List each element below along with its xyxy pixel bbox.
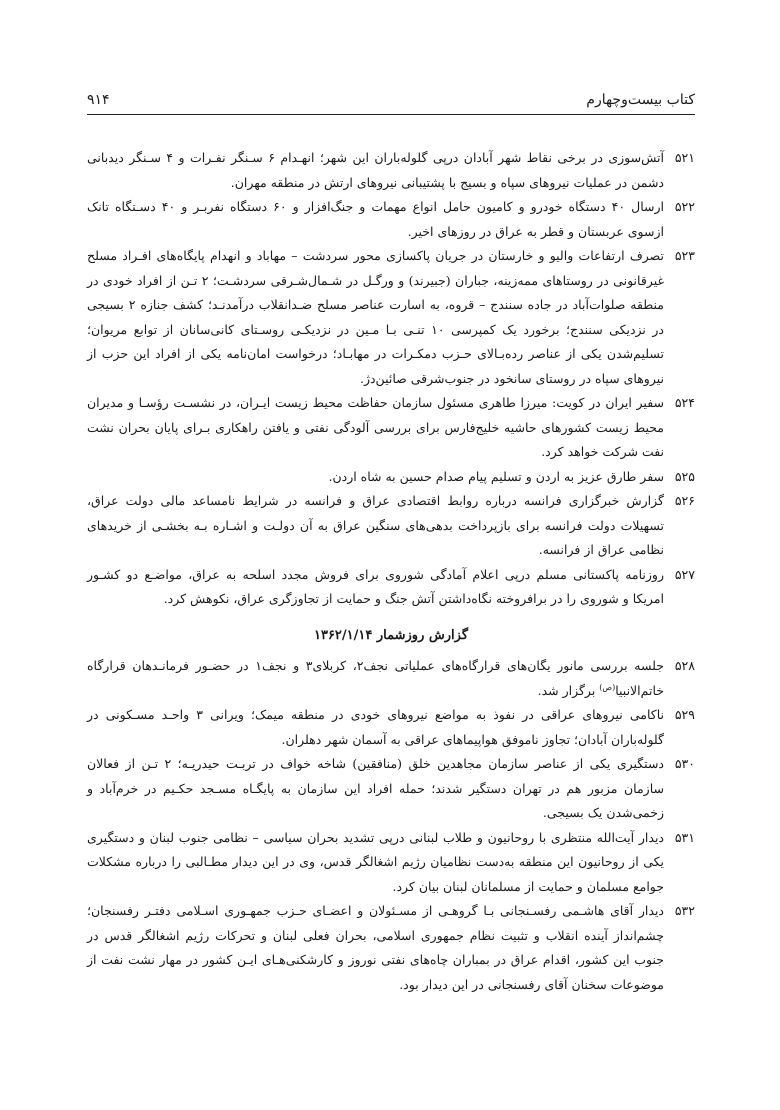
entry-number: ۵۲۱ [674, 150, 695, 165]
list-item [87, 244, 695, 391]
entry-number: ۵۲۸ [674, 658, 695, 673]
entry-number: ۵۲۵ [674, 468, 695, 484]
entry-text: گزارش خبرگزاری فرانسه درباره روابط اقتصادی عراق و فرانسه در شرایط نامساعد مالی دولت عراق، تسهیلات دولت فرانسه برای بازپرداخت بدهی‌های سنگین عراق به آن دولـت و اشـاره بـه بخشـی از خریدهای نظامی عراق از فرانسه. [87, 493, 664, 557]
entry-text: آتش‌سوزی در برخی نقاط شهر آبادان درپی گلوله‌باران این شهر؛ انهـدام ۶ سـنگر نفـرات و ۴ سـنگر دیدبانی دشمن در عملیات نیروهای سپاه و بسیج با پشتیبانی نیروهای ارتش در منطقه مهران. [87, 150, 664, 190]
entry-text: سفیر ایران در کویت: میرزا طاهری مسئول سازمان حفاظت محیط زیست ایـران، در نشسـت رؤسـا و مدیران محیط زیست کشورهای حاشیه خلیج‌فارس برای بررسی آلودگی نفتی و یافتن راهکاری بـرای پایان بحران نشت نفت شرکت خواهد کرد. [87, 395, 664, 459]
entry-number: ۵۲۴ [674, 395, 695, 410]
list-item [87, 752, 695, 826]
entry-text: دیدار آقای هاشـمی رفسـنجانی بـا گروهـی از مسـئولان و اعضـای حـزب جمهـوری اسـلامی دفتـر رفسنجان؛ چشم‌انداز آینده انقلاب و تثبیت نظام جمهوری اسلامی، بحران فعلی لبنان و تحرکات رژیم اشغالگر قدس در جنوب این کشور، اقدام عراق در بمباران چاه‌های نفتی نوروز و کارشکنی‌هـای ایـن کشور در مهار نشت نفت از موضوعات سخنان آقای رفسنجانی در این دیدار بود. [87, 903, 664, 992]
entry-text: جلسه بررسی مانور یگان‌های قرارگاه‌های عملیاتی نجف۲، کربلای۳ و نجف۱ در حضـور فرمانـدهان قرارگاه خاتم‌الانبیا [87, 658, 664, 698]
list-item [87, 654, 695, 703]
list-item [87, 563, 695, 612]
list-item [87, 391, 695, 465]
entry-number: ۵۲۳ [674, 248, 695, 263]
page-header [87, 92, 695, 115]
entry-text: روزنامه پاکستانی مسلم درپی اعلام آمادگی شوروی برای فروش مجدد اسلحه به عراق، مواضـع دو کشـور امریکا و شوروی را در برافروخته نگاه‌داشتن آتش جنگ و حمایت از تجاوزگری عراق، نکوهش کرد. [87, 566, 664, 606]
entry-number: ۵۲۷ [674, 566, 695, 582]
entry-number: ۵۳۰ [674, 756, 695, 771]
entry-number: ۵۳۱ [674, 829, 695, 845]
list-item [87, 899, 695, 997]
entry-number: ۵۲۹ [674, 707, 695, 722]
entry-text: تصرف ارتفاعات والیو و خارستان در جریان پاکسازی محور سردشت – مهاباد و انهدام پایگاه‌های افـراد مسلح غیرقانونی در روستاهای ممه‌زینه، جباران (جبیرند) و ورگـل در شـمال‌شـرقی سردشـت؛ ۲ تـن از افراد خودی در منطقه صلوات‌آباد در جاده سنندج – قروه، به اسارت عناصر مسلح ضـدانقلاب درآمدنـد؛ کشف جنازه ۲ بسیجی در نزدیکی سنندج؛ برخورد یک کمپرسی ۱۰ تنـی بـا مـین در نزدیکـی روسـتای کانی‌سانان از توابع مریوان؛ تسلیم‌شدن یکی از عناصر رده‌بـالای حـزب دمکـرات در مهابـاد؛ درخواست امان‌نامه یکی از افراد این حزب از نیروهای سپاه در روستای سانخود در جنوب‌شرقی صائین‌دژ. [87, 248, 665, 386]
honorific-superscript: (ص) [599, 682, 616, 692]
entry-number: ۵۲۲ [674, 199, 695, 214]
section-heading: گزارش روزشمار ۱۳۶۲/۱/۱۴ [313, 627, 469, 643]
entry-text: سفر طارق عزیز به اردن و تسلیم پیام صدام حسین به شاه اردن. [328, 468, 664, 484]
book-title: کتاب بیست‌وچهارم [586, 92, 695, 108]
entry-text: ناکامی نیروهای عراقی در نفوذ به مواضع نیروهای خودی در منطقه میمک؛ ویرانی ۳ واحـد مسـکونی در گلوله‌باران آبادان؛ تجاوز ناموفق هواپیماهای عراقی به آسمان شهر دهلران. [87, 707, 664, 747]
list-item [87, 465, 695, 490]
entry-text: دیدار آیت‌الله منتظری با روحانیون و طلاب لبنانی درپی تشدید بحران سیاسی – نظامی جنوب لبنان و دستگیری یکی از روحانیون این منطقه به‌دست نظامیان رژیم اشغالگر قدس، وی در این دیدار مطـالبی را درباره مشکلات جوامع مسلمان و حمایت از مسلمانان لبنان بیان کرد. [87, 829, 664, 894]
entry-number: ۵۳۲ [674, 903, 695, 918]
list-item [87, 826, 695, 900]
entry-number: ۵۲۶ [674, 493, 695, 508]
list-item [87, 146, 695, 195]
entry-text: ارسال ۴۰ دستگاه خودرو و کامیون حامل انواع مهمات و جنگ‌افزار و ۶۰ دستگاه نفربـر و ۴۰ دسـتگاه تانک ازسوی عربستان و قطر به عراق در روزهای اخیر. [87, 199, 664, 239]
entry-text: دستگیری یکی از عناصر سازمان مجاهدین خلق (منافقین) شاخه خواف در تربـت حیدریـه؛ ۲ تـن از فعالان سازمان مزبور هم در تهران دستگیر شدند؛ حمله افراد این سازمان به پایگـاه مسـجد حکـیم در خرم‌آباد و زخمی‌شدن یک بسیجی. [87, 756, 664, 820]
list-item [87, 703, 695, 752]
entry-text-end: برگزار شد. [537, 682, 600, 698]
list-item [87, 195, 695, 244]
page-number: ۹۱۴ [87, 92, 110, 108]
list-item [87, 489, 695, 563]
page-content [87, 146, 695, 997]
